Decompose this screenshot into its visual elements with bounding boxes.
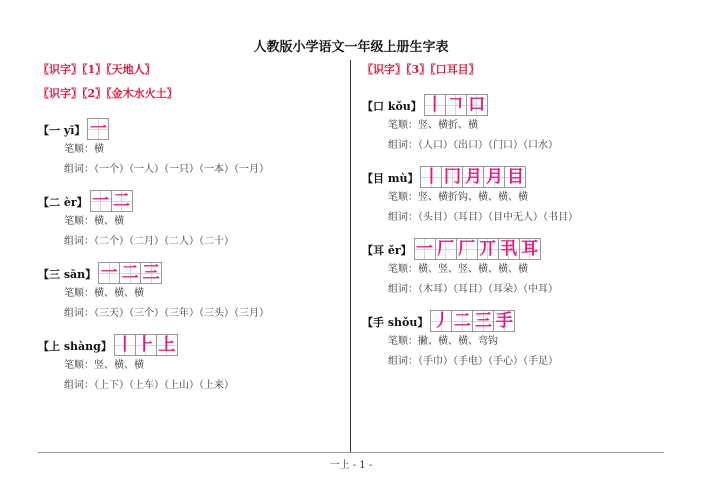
char-label: 【口 kǒu】 (362, 100, 422, 113)
stroke-grid (420, 166, 525, 188)
char-heading (362, 160, 662, 188)
char-label: 【三 sān】 (38, 268, 97, 281)
stroke-cell (114, 334, 136, 356)
char-heading (362, 88, 662, 116)
stroke-glyph: 𠃍 (447, 95, 465, 115)
stroke-glyph: 厂 (437, 239, 455, 259)
stroke-glyph: 一 (100, 263, 118, 283)
char-label: 【手 shǒu】 (362, 316, 429, 329)
stroke-grid (114, 334, 177, 356)
right-column (362, 60, 662, 372)
word-list: 组词：（头目）（耳目）（目中无人）（书目） (388, 212, 578, 223)
stroke-cell (424, 94, 446, 116)
char-heading (362, 232, 662, 260)
stroke-glyph: 二 (121, 263, 139, 283)
word-list: 组词：（二个）（二月）（二人）（二十） (64, 236, 234, 247)
char-label: 【目 mù】 (362, 172, 419, 185)
stroke-cell (466, 94, 488, 116)
char-entry-mu (362, 160, 662, 228)
footer-rule (38, 452, 664, 453)
stroke-cell (462, 166, 484, 188)
char-heading (38, 112, 338, 140)
stroke-grid (430, 310, 514, 332)
stroke-grid (90, 190, 132, 212)
stroke-cell (87, 118, 109, 140)
stroke-cell (90, 190, 112, 212)
stroke-cell (445, 94, 467, 116)
stroke-order: 笔顺：横、横 (64, 216, 124, 227)
stroke-glyph: 三 (474, 311, 492, 331)
stroke-order: 笔顺：撇、横、横、弯钩 (388, 336, 498, 347)
stroke-glyph: 丌 (479, 239, 497, 259)
char-entry-shang (38, 328, 338, 396)
char-heading (362, 304, 662, 332)
char-entry-er3 (362, 232, 662, 300)
word-list: 组词：（上下）（上车）（上山）（上来） (64, 380, 234, 391)
stroke-order: 笔顺：横、横、横 (64, 288, 144, 299)
char-heading (38, 184, 338, 212)
word-list: 组词：（人口）（出口）（门口）（口水） (388, 140, 558, 151)
column-divider (350, 60, 351, 452)
stroke-glyph: 冂 (443, 167, 461, 187)
char-entry-kou (362, 88, 662, 156)
word-list: 组词：（一个）（一人）（一只）（一本）（一月） (64, 164, 269, 175)
stroke-cell (135, 334, 157, 356)
word-list: 组词：（木耳）（耳目）（耳朵）（中耳） (388, 284, 558, 295)
stroke-grid (414, 238, 540, 260)
left-column (38, 60, 338, 396)
stroke-cell (420, 166, 442, 188)
stroke-cell (456, 238, 478, 260)
char-label: 【二 èr】 (38, 196, 88, 209)
stroke-cell (519, 238, 541, 260)
char-label: 【上 shàng】 (38, 340, 112, 353)
stroke-cell (414, 238, 436, 260)
char-label: 【一 yī】 (38, 124, 86, 137)
stroke-grid (98, 262, 161, 284)
stroke-cell (111, 190, 133, 212)
stroke-cell (98, 262, 120, 284)
stroke-glyph: 一 (416, 239, 434, 259)
stroke-cell (441, 166, 463, 188)
stroke-order: 笔顺：横、竖、竖、横、横、横 (388, 264, 528, 275)
stroke-cell (493, 310, 515, 332)
stroke-glyph: 二 (113, 191, 131, 211)
char-entry-er (38, 184, 338, 252)
stroke-cell (504, 166, 526, 188)
lesson-heading: 〖识字〗〖1〗〖天地人〗 (38, 63, 156, 76)
stroke-glyph: 上 (158, 335, 176, 355)
stroke-cell (498, 238, 520, 260)
page-title: 人教版小学语文一年级上册生字表 (253, 40, 449, 55)
stroke-order: 笔顺：横 (64, 144, 104, 155)
stroke-glyph: 厂 (458, 239, 476, 259)
stroke-cell (483, 166, 505, 188)
stroke-order: 笔顺：竖、横折、横 (388, 120, 478, 131)
stroke-cell (119, 262, 141, 284)
stroke-glyph: 丨 (116, 335, 134, 355)
stroke-cell (156, 334, 178, 356)
stroke-glyph: ⺊ (137, 335, 155, 355)
stroke-grid (424, 94, 487, 116)
stroke-glyph: 手 (495, 311, 513, 331)
stroke-glyph: 月 (464, 167, 482, 187)
stroke-glyph: 口 (468, 95, 486, 115)
stroke-glyph: 丨 (422, 167, 440, 187)
char-heading (38, 256, 338, 284)
char-entry-shou (362, 304, 662, 372)
stroke-order: 笔顺：竖、横、横 (64, 360, 144, 371)
stroke-grid (87, 118, 108, 140)
stroke-cell (430, 310, 452, 332)
stroke-glyph: 二 (453, 311, 471, 331)
char-label: 【耳 ěr】 (362, 244, 412, 257)
stroke-glyph: 丮 (500, 239, 518, 259)
stroke-glyph: 三 (142, 263, 160, 283)
lesson-heading: 〖识字〗〖3〗〖口耳目〗 (362, 63, 480, 76)
stroke-glyph: 丨 (426, 95, 444, 115)
word-list: 组词：（手巾）（手电）（手心）（手足） (388, 356, 558, 367)
word-list: 组词：（三天）（三个）（三年）（三头）（三月） (64, 308, 269, 319)
stroke-cell (435, 238, 457, 260)
char-heading (38, 328, 338, 356)
stroke-cell (140, 262, 162, 284)
stroke-cell (451, 310, 473, 332)
page-footer: 一上 - 1 - (329, 460, 373, 471)
stroke-glyph: 目 (506, 167, 524, 187)
stroke-glyph: 一 (89, 119, 107, 139)
stroke-glyph: 一 (92, 191, 110, 211)
stroke-glyph: 耳 (521, 239, 539, 259)
stroke-cell (472, 310, 494, 332)
char-entry-yi (38, 112, 338, 180)
stroke-glyph: 月 (485, 167, 503, 187)
stroke-order: 笔顺：竖、横折钩、横、横、横 (388, 192, 528, 203)
stroke-cell (477, 238, 499, 260)
char-entry-san (38, 256, 338, 324)
lesson-heading: 〖识字〗〖2〗〖金木水火土〗 (38, 87, 178, 100)
stroke-glyph: 丿 (432, 311, 450, 331)
